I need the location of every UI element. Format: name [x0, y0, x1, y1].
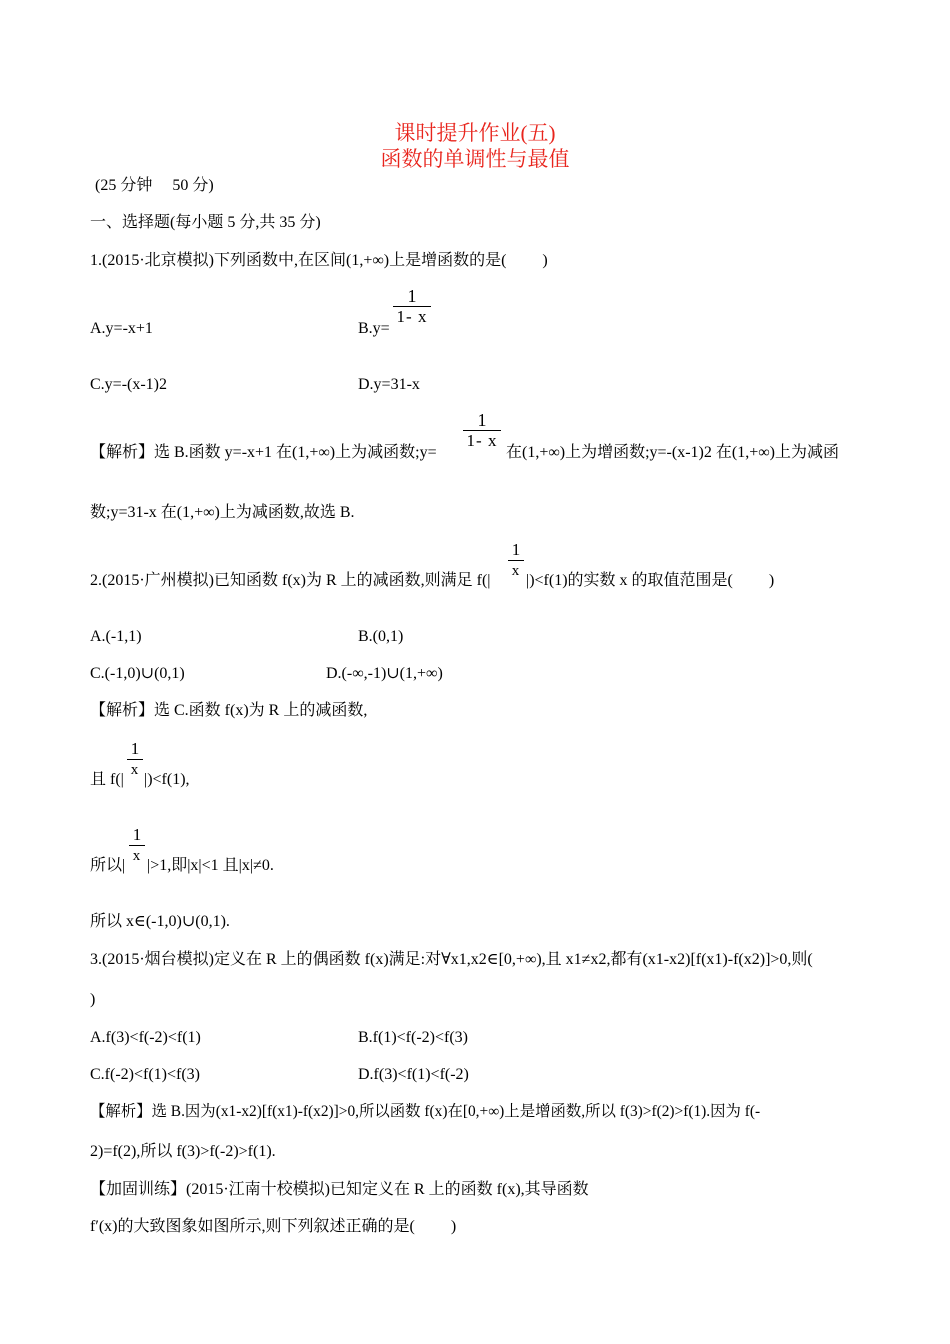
q3-option-b: B.f(1)<f(-2)<f(3) [358, 1029, 468, 1046]
fraction-denominator: x [511, 563, 521, 579]
q3-stem-line-2: ) [90, 991, 96, 1008]
q1-solution-part-1: 【解析】选 B.函数 y=-x+1 在(1,+∞)上为减函数;y= [90, 444, 437, 461]
q2-solution-line-3-fraction [129, 825, 145, 866]
q2-solution-line-2-part-1: 且 f(| [90, 771, 124, 788]
q2-option-a: A.(-1,1) [90, 628, 142, 645]
fraction-numerator: 1 [132, 825, 142, 844]
fraction-denominator: 1- x [396, 307, 428, 326]
q2-option-d: D.(-∞,-1)∪(1,+∞) [326, 665, 443, 682]
q1-option-c: C.y=-(x-1)2 [90, 376, 168, 393]
q2-stem-fraction [508, 540, 524, 581]
fraction-numerator: 1 [477, 410, 487, 430]
q1-option-d: D.y=31-x [358, 376, 420, 393]
fraction-denominator: x [132, 848, 142, 864]
q1-solution-part-3: 数;y=31-x 在(1,+∞)上为减函数,故选 B. [90, 504, 355, 521]
title-line-2: 函数的单调性与最值 [380, 147, 570, 171]
reinforcement-line-1: 【加固训练】(2015·江南十校模拟)已知定义在 R 上的函数 f(x),其导函数 [90, 1181, 589, 1198]
q1-stem: 1.(2015·北京模拟)下列函数中,在区间(1,+∞)上是增函数的是( ) [90, 252, 548, 269]
q1-solution-fraction [463, 410, 501, 451]
fraction-denominator: 1- x [466, 431, 498, 450]
q2-stem-part-2: |)<f(1)的实数 x 的取值范围是( ) [526, 572, 775, 589]
reinforcement-line-2: f′(x)的大致图象如图所示,则下列叙述正确的是( ) [90, 1218, 457, 1235]
q1-option-a: A.y=-x+1 [90, 320, 153, 337]
fraction-numerator: 1 [130, 739, 140, 758]
fraction-denominator: x [130, 762, 140, 778]
time-score-info: (25 分钟 50 分) [95, 177, 214, 194]
q2-solution-line-1: 【解析】选 C.函数 f(x)为 R 上的减函数, [90, 702, 368, 719]
q1-solution-part-2: 在(1,+∞)上为增函数;y=-(x-1)2 在(1,+∞)上为减函 [506, 444, 839, 461]
q3-option-a: A.f(3)<f(-2)<f(1) [90, 1029, 201, 1046]
q3-solution-line-2: 2)=f(2),所以 f(3)>f(-2)>f(1). [90, 1143, 276, 1160]
q3-option-c: C.f(-2)<f(1)<f(3) [90, 1066, 200, 1083]
title-line-1: 课时提升作业(五) [394, 121, 556, 145]
q3-solution-line-1: 【解析】选 B.因为(x1-x2)[f(x1)-f(x2)]>0,所以函数 f(x)在[0,+∞)上是增函数,所以 f(3)>f(2)>f(1).因为 f(- [90, 1103, 761, 1120]
q3-option-d: D.f(3)<f(1)<f(-2) [358, 1066, 469, 1083]
q2-solution-line-4: 所以 x∈(-1,0)∪(0,1). [90, 913, 230, 930]
q2-solution-line-3-part-2: |>1,即|x|<1 且|x|≠0. [147, 857, 274, 874]
q2-solution-line-2-fraction [127, 739, 143, 780]
section-heading: 一、选择题(每小题 5 分,共 35 分) [90, 214, 321, 231]
q2-solution-line-2-part-2: |)<f(1), [144, 771, 190, 788]
q2-option-c: C.(-1,0)∪(0,1) [90, 665, 185, 682]
fraction-numerator: 1 [407, 286, 417, 306]
q2-solution-line-3-part-1: 所以| [90, 857, 126, 874]
q2-option-b: B.(0,1) [358, 628, 404, 645]
q1-option-b-fraction [393, 286, 431, 327]
q2-stem-part-1: 2.(2015·广州模拟)已知函数 f(x)为 R 上的减函数,则满足 f(| [90, 572, 491, 589]
q3-stem-line-1: 3.(2015·烟台模拟)定义在 R 上的偶函数 f(x)满足:对∀x1,x2∈[0,+∞),且 x1≠x2,都有(x1-x2)[f(x1)-f(x2)]>0,则( [90, 951, 813, 968]
fraction-numerator: 1 [511, 540, 521, 559]
q1-option-b-prefix: B.y= [358, 320, 390, 337]
